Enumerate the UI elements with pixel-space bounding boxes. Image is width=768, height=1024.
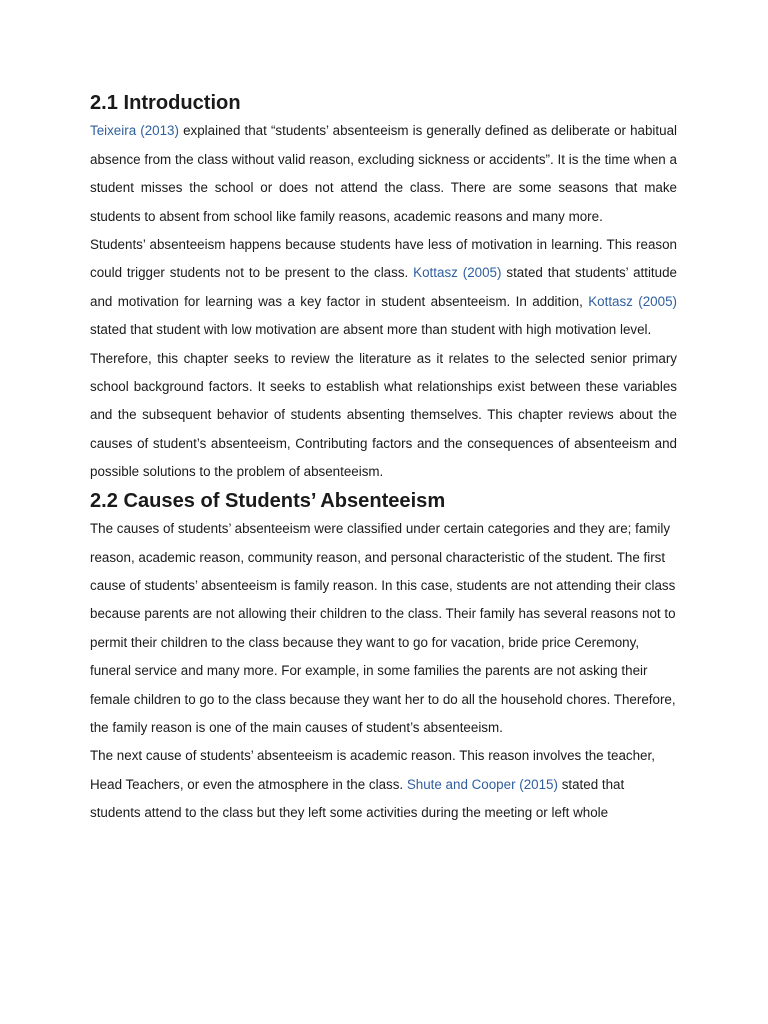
citation-link[interactable]: Teixeira (2013) [90,123,179,139]
citation-link[interactable]: Kottasz (2005) [588,293,677,309]
paragraph-definition [90,117,677,231]
paragraph-motivation [90,231,677,345]
citation-link[interactable]: Kottasz (2005) [413,265,502,281]
citation-link[interactable]: Shute and Cooper (2015) [406,776,558,792]
text-run: Students’ absenteeism happens because students have less of motivation in learning. This reason could trigger students not to be present to the class. [90,237,677,281]
section-heading-introduction: 2.1 Introduction [90,92,241,114]
text-run: stated that students’ attitude and motivation for learning was a key factor in student absenteeism. In addition, [90,265,677,309]
document-page [90,89,677,828]
text-run: stated that student with low motivation are absent more than student with high motivation level. [90,322,652,338]
paragraph-family-reason: The causes of students’ absenteeism were classified under certain categories and they are; family reason, academic reason, community reason, and personal characteristic of the student. The first cause of students’ absenteeism is family reason. In this case, students are not attending their class because parents are not allowing their children to the class. Their family has several reasons not to permit their children to the class because they want to go for vacation, bride price Ceremony, funeral service and many more. For example, in some families the parents are not asking their female children to go to the class because they want her to do all the household chores. Therefore, the family reason is one of the main causes of student’s absenteeism. [90,521,676,735]
text-run: stated that students attend to the class but they left some activities during the meeting or left whole [90,776,625,821]
section-heading-causes: 2.2 Causes of Students’ Absenteeism [90,489,446,512]
paragraph-academic-reason [90,742,677,827]
paragraph-chapter-overview: Therefore, this chapter seeks to review the literature as it relates to the selected senior primary school background factors. It seeks to establish what relationships exist between these variables and the subsequent behavior of students absenting themselves. This chapter reviews about the causes of student’s absenteeism, Contributing factors and the consequences of absenteeism and possible solutions to the problem of absenteeism. [90,350,677,480]
text-run: The next cause of students’ absenteeism is academic reason. This reason involves the teacher, Head Teachers, or even the atmosphere in the class. [90,748,655,792]
text-run: explained that “students’ absenteeism is generally defined as deliberate or habitual absence from the class without valid reason, excluding sickness or accidents”. It is the time when a student misses the school or does not attend the class. There are some seasons that make students to absent from school like family reasons, academic reasons and many more. [90,123,678,224]
